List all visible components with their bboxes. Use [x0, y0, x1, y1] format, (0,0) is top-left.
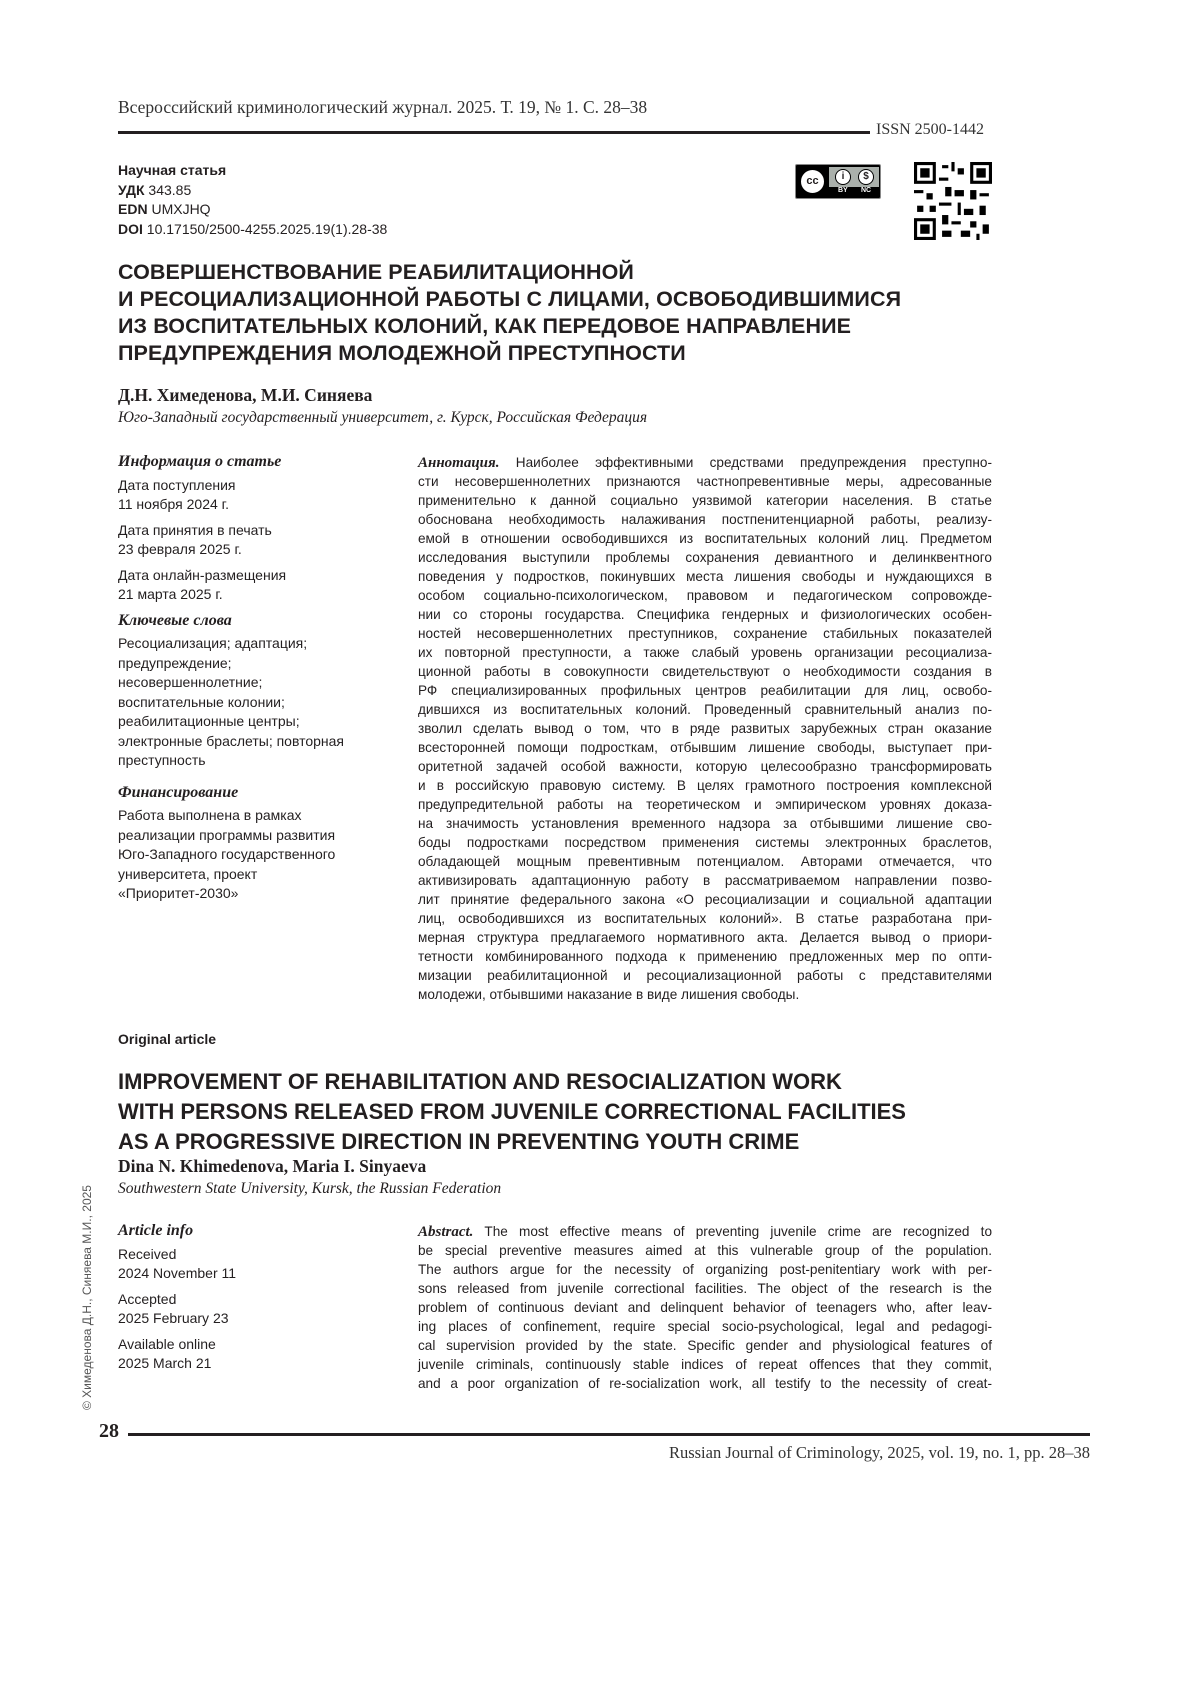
abstract-line: и в российскую правовую систему. В целях грамотного построения комплексной: [418, 776, 992, 795]
abstract-line: зволил сделать вывод о том, что в ряде развитых зарубежных стран оказание: [418, 719, 992, 738]
doi[interactable]: DOI 10.17150/2500-4255.2025.19(1).28-38: [118, 220, 387, 240]
abstract-line: сти несовершеннолетних признаются частнопревентивные меры, адресованные: [418, 472, 992, 491]
abstract-line: боды подростками посредством применения системы электронных браслетов,: [418, 833, 992, 852]
abstract-line: juvenile criminals, continuously stable indices of repeat offences that they commit,: [418, 1355, 992, 1374]
article-meta: [118, 161, 387, 239]
ru-affiliation: Юго-Западный государственный университет, г. Курск, Российская Федерация: [118, 409, 647, 427]
abstract-line: sons released from juvenile correctional facilities. The object of the research is the: [418, 1279, 992, 1298]
abstract-line: be special preventive measures aimed at this vulnerable group of the population.: [418, 1241, 992, 1260]
en-article-info: Article info Received 2024 November 11 Accepted 2025 February 23 Available online 2025 March 21: [118, 1221, 378, 1380]
ru-abstract: Аннотация. Наиболее эффективными средствами предупреждения преступно- сти несовершеннолетних признаются частнопревентивные меры, адресованные применительно к данной социально уязвимой категории населения. В статье обоснована необходимость налаживания постпенитенциарной работы, реализу- емой в отношении освободившихся из воспитательных колоний лиц. Предметом исследования выступили проблемы сохранения девиантного и делинквентного поведения у подростков, покинувших места лишения свободы и нуждающихся в особом социально-психологическом, правовом и педагогическом сопровожде- нии со стороны государства. Специфика гендерных и физиологических особен- ностей несовершеннолетних преступников, сохранение стабильных показателей их повторной преступности, а также слабый уровень организации ресоциализа- ционной работы в совокупности свидетельствуют о необходимости создания в РФ специализированных профильных центров реабилитации для лиц, освобо- дившихся из воспитательных колоний. Проведенный сравнительный анализ по- зволил сделать вывод о том, что в ряде развитых зарубежных стран оказание всесторонней помощи подросткам, отбывшим лишение свободы, выступает при- оритетной задачей особой важности, которую целесообразно трансформировать и в российскую правовую систему. В целях грамотного построения комплексной предупредительной работы на теоретическом и эмпирическом уровнях доказа- на значимость установления временного надзора за отбывшими лишение сво- боды подростками посредством применения системы электронных браслетов, обладающей мощным превентивным потенциалом. Авторами отмечается, что активизировать адаптационную работу в рассматриваемом направлении позво- лит принятие федерального закона «О ресоциализации и социальной адаптации лиц, освободившихся из воспитательных колоний». В статье разработана при- мерная структура предлагаемого нормативного акта. Делается вывод о приори- тетности комбинированного подхода к применению предложенных мер по опти- мизации реабилитационной и ресоциализационной работы с представителями молодежи, отбывшими наказание в виде лишения свободы.: [418, 453, 992, 1004]
abstract-line: емой в отношении освободившихся из воспитательных колоний лиц. Предметом: [418, 529, 992, 548]
article-type: Научная статья: [118, 161, 387, 181]
abstract-line: cal supervision provided by the state. Specific gender and physiological features of: [418, 1336, 992, 1355]
abstract-line: предупредительной работы на теоретическом и эмпирическом уровнях доказа-: [418, 795, 992, 814]
abstract-line: применительно к данной социально уязвимой категории населения. В статье: [418, 491, 992, 510]
udk: УДК 343.85: [118, 181, 387, 201]
abstract-line: молодежи, отбывшими наказание в виде лишения свободы.: [418, 985, 992, 1004]
page-number: 28: [99, 1420, 119, 1443]
abstract-line: оритетной задачей особой важности, которую целесообразно трансформировать: [418, 757, 992, 776]
cc-by-nc-license-icon[interactable]: cc i $ BY NC: [795, 164, 881, 199]
edn: EDN UMXJHQ: [118, 200, 387, 220]
abstract-line: обладающей мощным превентивным потенциалом. Авторами отмечается, что: [418, 852, 992, 871]
abstract-line: ing places of confinement, require special socio-psychological, legal and pedagogi-: [418, 1317, 992, 1336]
footer-rule: [128, 1433, 1090, 1436]
abstract-line: and a poor organization of re-socialization work, all testify to the necessity of creat-: [418, 1374, 992, 1393]
abstract-line: активизировать адаптационную работу в рассматриваемом направлении позво-: [418, 871, 992, 890]
en-affiliation: Southwestern State University, Kursk, the Russian Federation: [118, 1180, 501, 1198]
abstract-line: ционной работы в совокупности свидетельствуют о необходимости создания в: [418, 662, 992, 681]
abstract-line: дившихся из воспитательных колоний. Проведенный сравнительный анализ по-: [418, 700, 992, 719]
abstract-line: их повторной преступности, а также слабый уровень организации ресоциализа-: [418, 643, 992, 662]
abstract-line: всесторонней помощи подросткам, отбывшим лишение свободы, выступает при-: [418, 738, 992, 757]
qr-code-icon: [914, 162, 992, 240]
en-article-type: Original article: [118, 1031, 216, 1047]
en-title: IMPROVEMENT OF REHABILITATION AND RESOCIALIZATION WORK WITH PERSONS RELEASED FROM JUVENILE CORRECTIONAL FACILITIES AS A PROGRESSIVE DIRECTION IN PREVENTING YOUTH CRIME: [118, 1067, 906, 1157]
ru-funding: Работа выполнена в рамках реализации программы развития Юго-Западного государственного университета, проект «Приоритет-2030»: [118, 806, 378, 904]
side-copyright: © Химеденова Д.Н., Синяева М.И., 2025: [80, 1185, 94, 1410]
abstract-line: на значимость установления временного надзора за отбывшими лишение сво-: [418, 814, 992, 833]
nc-dollar-icon: $: [858, 169, 874, 185]
by-person-icon: i: [835, 169, 851, 185]
ru-authors: Д.Н. Химеденова, М.И. Синяева: [118, 385, 372, 406]
abstract-line: The authors argue for the necessity of organizing post-penitentiary work with per-: [418, 1260, 992, 1279]
ru-keywords: Ресоциализация; адаптация; предупреждение; несовершеннолетние; воспитательные колонии; реабилитационные центры; электронные браслеты; повторная преступность: [118, 634, 378, 771]
en-abstract: Abstract. The most effective means of preventing juvenile crime are recognized to be special preventive measures aimed at this vulnerable group of the population. The authors argue for the necessity of organizing post-penitentiary work with per- sons released from juvenile correctional facilities. The object of the research is the problem of continuous deviant and delinquent behavior of teenagers who, after leav- ing places of confinement, require special socio-psychological, legal and pedagogi- cal supervision provided by the state. Specific gender and physiological features of juvenile criminals, continuously stable indices of repeat offences that they commit, and a poor organization of re-socialization work, all testify to the necessity of creat-: [418, 1222, 992, 1393]
abstract-line: обоснована необходимость налаживания постпенитенциарной работы, реализу-: [418, 510, 992, 529]
ru-article-info: Информация о статье Дата поступления 11 ноября 2024 г. Дата принятия в печать 23 февраля 2025 г. Дата онлайн-размещения 21 марта 2025 г. Ключевые слова Ресоциализация; адаптация; предупреждение; несовершеннолетние; воспитательные колонии; реабилитационные центры; электронные браслеты; повторная преступность Финансирование Работа выполнена в рамках реализации программы развития Юго-Западного государственного университета, проект «Приоритет-2030»: [118, 452, 378, 904]
cc-icon: cc: [799, 168, 826, 195]
abstract-line: мерная структура предлагаемого нормативного акта. Делается вывод о приори-: [418, 928, 992, 947]
abstract-line: нии со стороны государства. Специфика гендерных и физиологических особен-: [418, 605, 992, 624]
abstract-line: тетности комбинированного подхода к применению предложенных мер по опти-: [418, 947, 992, 966]
issn: ISSN 2500-1442: [876, 121, 984, 139]
abstract-line: поведения у подростков, покинувших места лишения свободы и нуждающихся в: [418, 567, 992, 586]
footer-citation: Russian Journal of Criminology, 2025, vol. 19, no. 1, pp. 28–38: [669, 1443, 1090, 1463]
abstract-line: problem of continuous deviant and delinquent behavior of teenagers who, after leav-: [418, 1298, 992, 1317]
header-rule: [118, 131, 870, 134]
abstract-line: исследования выступили проблемы сохранения девиантного и делинквентного: [418, 548, 992, 567]
abstract-line: лит принятие федерального закона «О ресоциализации и социальной адаптации: [418, 890, 992, 909]
abstract-line: ностей несовершеннолетних преступников, сохранение стабильных показателей: [418, 624, 992, 643]
abstract-line: особом социально-психологическом, правовом и педагогическом сопровожде-: [418, 586, 992, 605]
abstract-line: РФ специализированных профильных центров реабилитации для лиц, освобо-: [418, 681, 992, 700]
en-authors: Dina N. Khimedenova, Maria I. Sinyaeva: [118, 1156, 426, 1177]
abstract-line: мизации реабилитационной и ресоциализационной работы с представителями: [418, 966, 992, 985]
abstract-line: лиц, освободившихся из воспитательных колоний». В статье разработана при-: [418, 909, 992, 928]
running-head: Всероссийский криминологический журнал. 2025. Т. 19, № 1. С. 28–38: [118, 97, 647, 118]
ru-title: СОВЕРШЕНСТВОВАНИЕ РЕАБИЛИТАЦИОННОЙ И РЕСОЦИАЛИЗАЦИОННОЙ РАБОТЫ С ЛИЦАМИ, ОСВОБОДИВШИМИСЯ ИЗ ВОСПИТАТЕЛЬНЫХ КОЛОНИЙ, КАК ПЕРЕДОВОЕ НАПРАВЛЕНИЕ ПРЕДУПРЕЖДЕНИЯ МОЛОДЕЖНОЙ ПРЕСТУПНОСТИ: [118, 259, 901, 367]
